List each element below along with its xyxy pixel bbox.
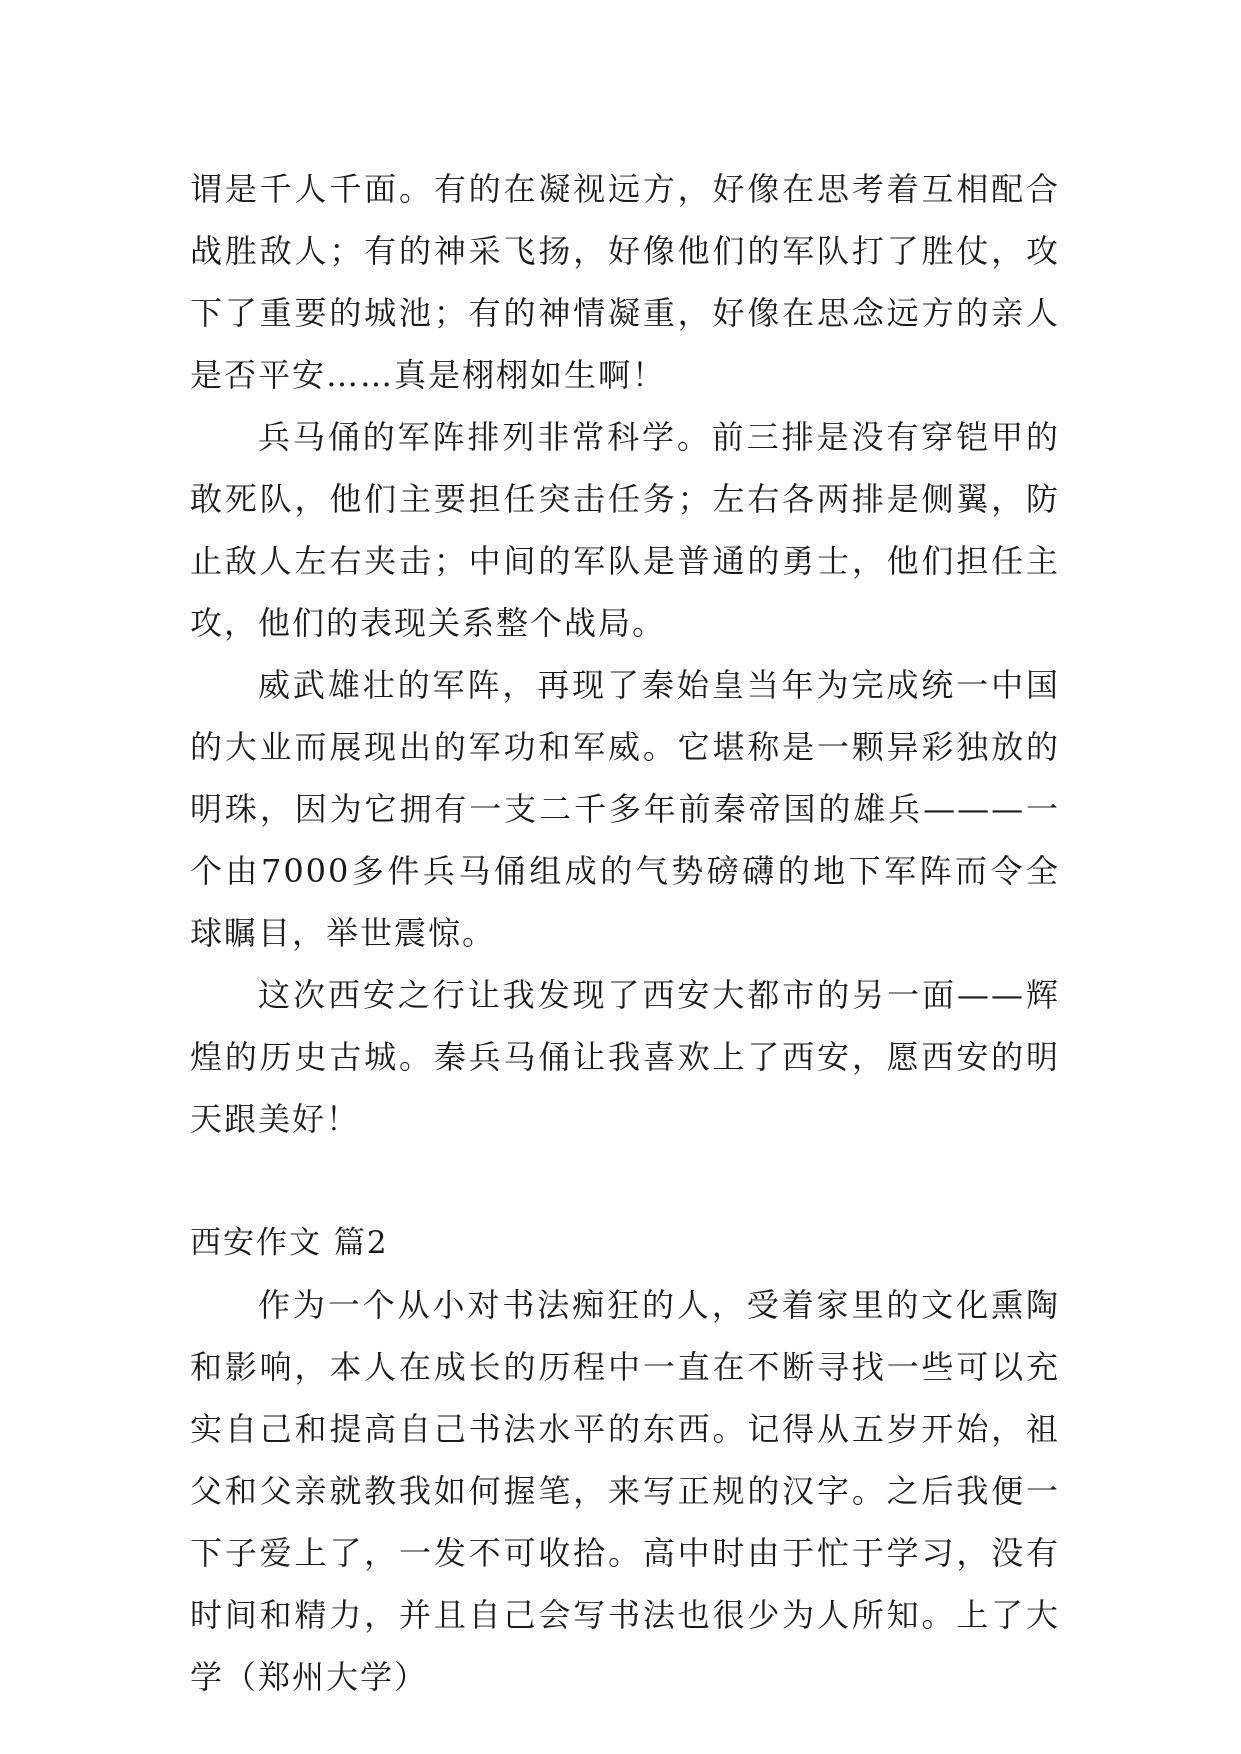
paragraph-conclusion: 这次西安之行让我发现了西安大都市的另一面——辉煌的历史古城。秦兵马俑让我喜欢上了西安，愿西安的明天跟美好！ (190, 976, 1060, 1138)
paragraph-army-grandeur: 威武雄壮的军阵，再现了秦始皇当年为完成统一中国的大业而展现出的军功和军威。它堪称是一颗异彩独放的明珠，因为它拥有一支二千多年前秦帝国的雄兵———一个由7000多件兵马俑组成的气势磅礴的地下军阵而令全球瞩目，举世震惊。 (190, 666, 1060, 952)
section-2-title: 西安作文 篇2 (190, 1225, 389, 1261)
document-body (190, 158, 1060, 1708)
paragraph-military-formation: 兵马俑的军阵排列非常科学。前三排是没有穿铠甲的敢死队，他们主要担任突击任务；左右各两排是侧翼，防止敌人左右夹击；中间的军队是普通的勇士，他们担任主攻，他们的表现关系整个战局。 (190, 418, 1060, 642)
paragraph-continuation: 谓是千人千面。有的在凝视远方，好像在思考着互相配合战胜敌人；有的神采飞扬，好像他们的军队打了胜仗，攻下了重要的城池；有的神情凝重，好像在思念远方的亲人是否平安……真是栩栩如生啊！ (190, 170, 1060, 394)
section-2-paragraph: 作为一个从小对书法痴狂的人，受着家里的文化熏陶和影响，本人在成长的历程中一直在不断寻找一些可以充实自己和提高自己书法水平的东西。记得从五岁开始，祖父和父亲就教我如何握笔，来写正规的汉字。之后我便一下子爱上了，一发不可收拾。高中时由于忙于学习，没有时间和精力，并且自己会写书法也很少为人所知。上了大学（郑州大学） (190, 1286, 1060, 1696)
